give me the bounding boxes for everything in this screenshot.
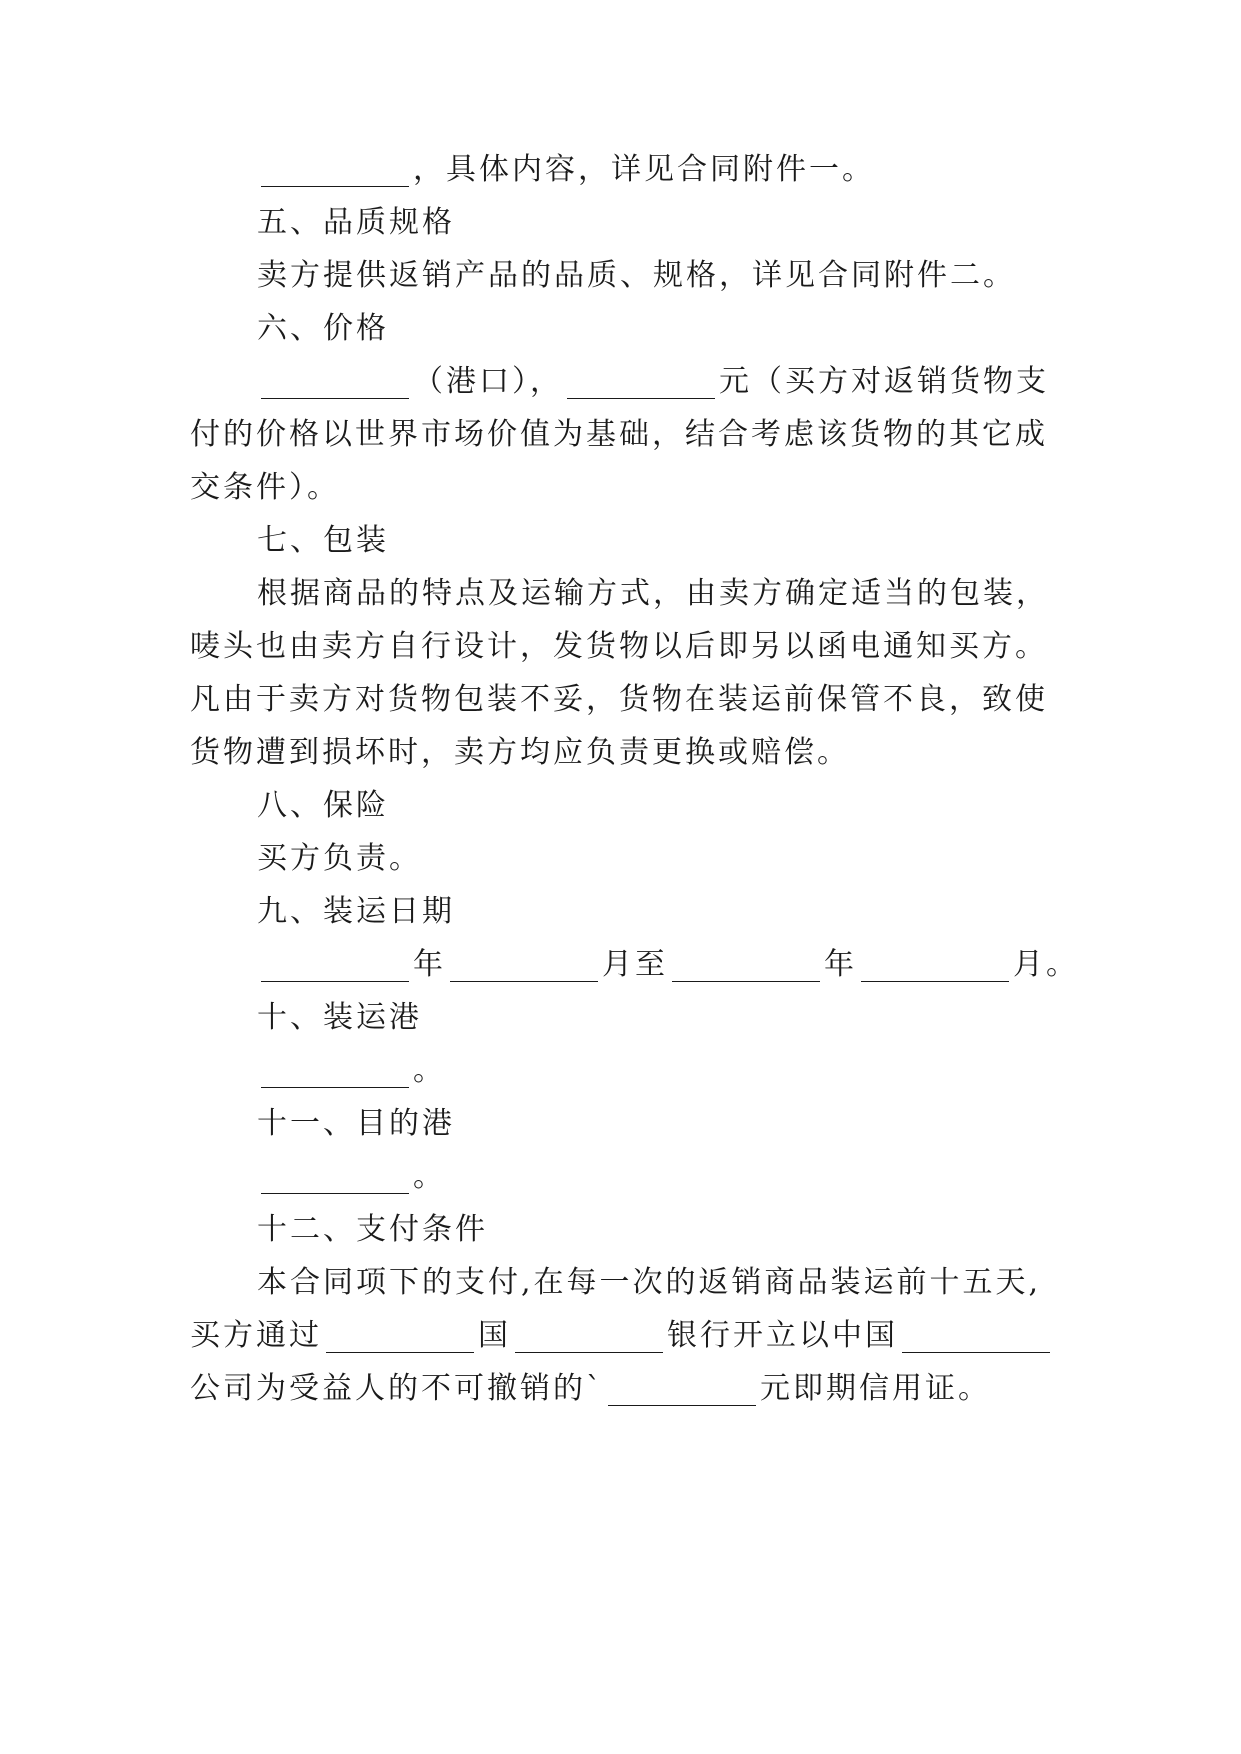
clause-8-text: 买方负责。 xyxy=(257,841,422,876)
price-text: 元（买方对返销货物支 xyxy=(719,364,1049,399)
heading-11-destination-port: 十一、目的港 xyxy=(257,1106,455,1141)
year-label: 年 xyxy=(824,947,857,982)
blank-field xyxy=(261,368,409,399)
month-to-label: 月至 xyxy=(602,947,668,982)
clause-11-text: 。 xyxy=(257,1157,446,1197)
blank-field xyxy=(861,951,1009,982)
clause-4-tail-text: ，具体内容，详见合同附件一。 xyxy=(413,152,875,187)
blank-field xyxy=(567,368,715,399)
blank-field xyxy=(608,1375,756,1406)
clause-7-line-2: 唛头也由卖方自行设计，发货物以后即另以函电通知买方。 xyxy=(190,629,1048,664)
blank-field xyxy=(261,951,409,982)
month-label: 月。 xyxy=(1013,947,1079,982)
clause-6-line-2: 付的价格以世界市场价值为基础，结合考虑该货物的其它成 xyxy=(190,417,1048,452)
blank-field xyxy=(672,951,820,982)
clause-6-line-1 xyxy=(257,362,1049,402)
heading-10-loading-port: 十、装运港 xyxy=(257,1000,422,1035)
clause-10-text: 。 xyxy=(257,1051,446,1091)
blank-field xyxy=(450,951,598,982)
clause-7-line-3: 凡由于卖方对货物包装不妥，货物在装运前保管不良，致使 xyxy=(190,682,1048,717)
blank-field xyxy=(261,1163,409,1194)
heading-5-quality: 五、品质规格 xyxy=(257,205,455,240)
clause-12-line-3: 公司为受益人的不可撤销的` 元即期信用证。 xyxy=(190,1371,991,1406)
clause-5-text: 卖方提供返销产品的品质、规格，详见合同附件二。 xyxy=(257,258,1016,293)
heading-6-price: 六、价格 xyxy=(257,311,389,346)
port-text: （港口）， xyxy=(413,364,563,399)
clause-4-tail xyxy=(257,150,875,190)
clause-12-line-1: 本合同项下的支付,在每一次的返销商品装运前十五天, xyxy=(257,1265,1042,1300)
clause-7-line-4: 货物遭到损坏时，卖方均应负责更换或赔偿。 xyxy=(190,735,850,770)
blank-field xyxy=(515,1322,663,1353)
clause-6-line-3: 交条件）。 xyxy=(190,470,340,505)
blank-field xyxy=(261,156,409,187)
heading-7-packing: 七、包装 xyxy=(257,523,389,558)
heading-12-payment-terms: 十二、支付条件 xyxy=(257,1212,488,1247)
year-label: 年 xyxy=(413,947,446,982)
clause-9-dates xyxy=(257,945,1079,985)
blank-field xyxy=(326,1322,474,1353)
clause-12-line-2: 买方通过 国 银行开立以中国 xyxy=(190,1316,1054,1356)
heading-8-insurance: 八、保险 xyxy=(257,788,389,823)
clause-7-line-1: 根据商品的特点及运输方式，由卖方确定适当的包装， xyxy=(257,576,1049,611)
heading-9-shipment-date: 九、装运日期 xyxy=(257,894,455,929)
blank-field xyxy=(902,1322,1050,1353)
blank-field xyxy=(261,1057,409,1088)
